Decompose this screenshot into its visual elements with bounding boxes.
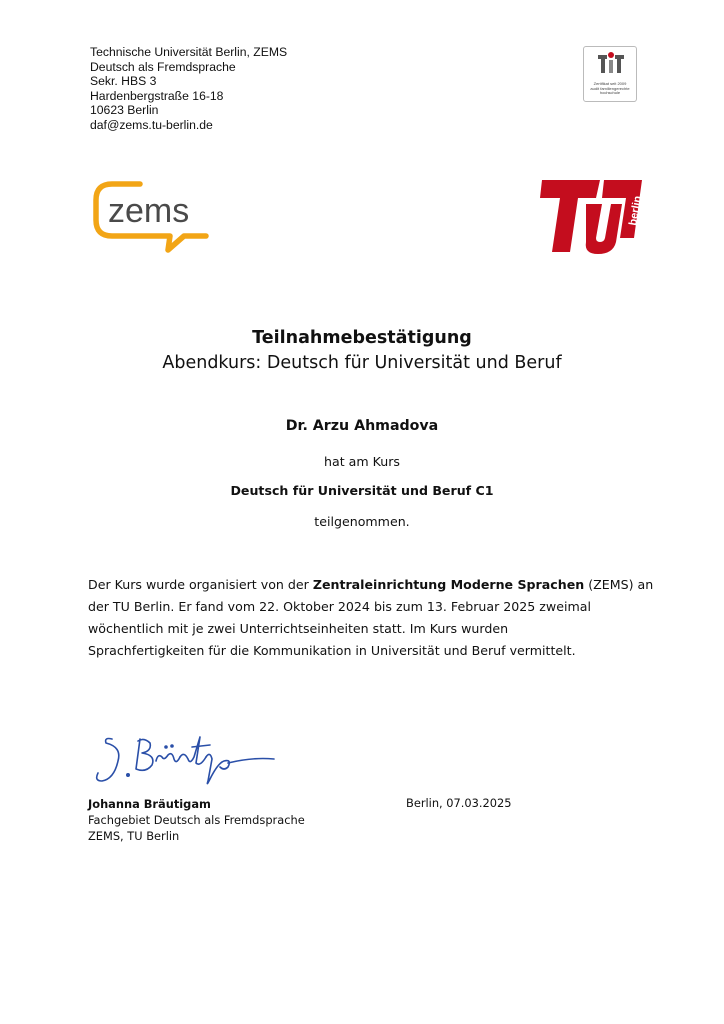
address-line: Hardenbergstraße 16-18 [90, 88, 224, 103]
description-line: wöchentlich mit je zwei Unterrichtseinheiten statt. Im Kurs wurden [88, 621, 509, 636]
seal-text: Zertifikat seit 2009 audit familiengerechte hochschule [590, 81, 630, 96]
place-and-date: Berlin, 07.03.2025 [406, 796, 512, 810]
description-line: der TU Berlin. Er fand vom 22. Oktober 2024 bis zum 13. Februar 2025 zweimal [88, 599, 591, 614]
family-audit-seal [583, 46, 637, 102]
zems-logo [92, 180, 212, 258]
course-name: Deutsch für Universität und Beruf C1 [230, 483, 494, 498]
address-email: daf@zems.tu-berlin.de [90, 117, 213, 132]
address-line: Technische Universität Berlin, ZEMS [90, 45, 288, 59]
participant-name: Dr. Arzu Ahmadova [285, 418, 439, 434]
description-line: Sprachfertigkeiten für die Kommunikation in Universität und Beruf vermittelt. [88, 643, 576, 658]
signer-name: Johanna Bräutigam [88, 797, 211, 811]
address-line: 10623 Berlin [90, 103, 159, 118]
signer-role: Fachgebiet Deutsch als Fremdsprache [88, 813, 305, 827]
address-line: Sekr. HBS 3 [90, 74, 157, 89]
sender-address [90, 45, 287, 133]
phrase-course-intro: hat am Kurs [324, 454, 400, 469]
description-line: Der Kurs wurde organisiert von der Zentraleinrichtung Moderne Sprachen (ZEMS) an [88, 577, 654, 592]
institution-name: Zentraleinrichtung Moderne Sprachen [312, 577, 585, 592]
document-title: Teilnahmebestätigung [252, 328, 472, 348]
course-description [88, 574, 654, 662]
signer-org: ZEMS, TU Berlin [88, 829, 180, 843]
document-subtitle: Abendkurs: Deutsch für Universität und Beruf [162, 353, 562, 373]
address-line: Deutsch als Fremdsprache [90, 59, 236, 74]
tu-berlin-logo [540, 176, 644, 254]
handwritten-signature [92, 727, 282, 793]
seal-icon [584, 47, 636, 81]
zems-logo-text: zems [108, 192, 190, 230]
tu-logo-text: berlin [627, 194, 644, 227]
signer-block [88, 796, 305, 844]
phrase-participated: teilgenommen. [314, 514, 410, 529]
